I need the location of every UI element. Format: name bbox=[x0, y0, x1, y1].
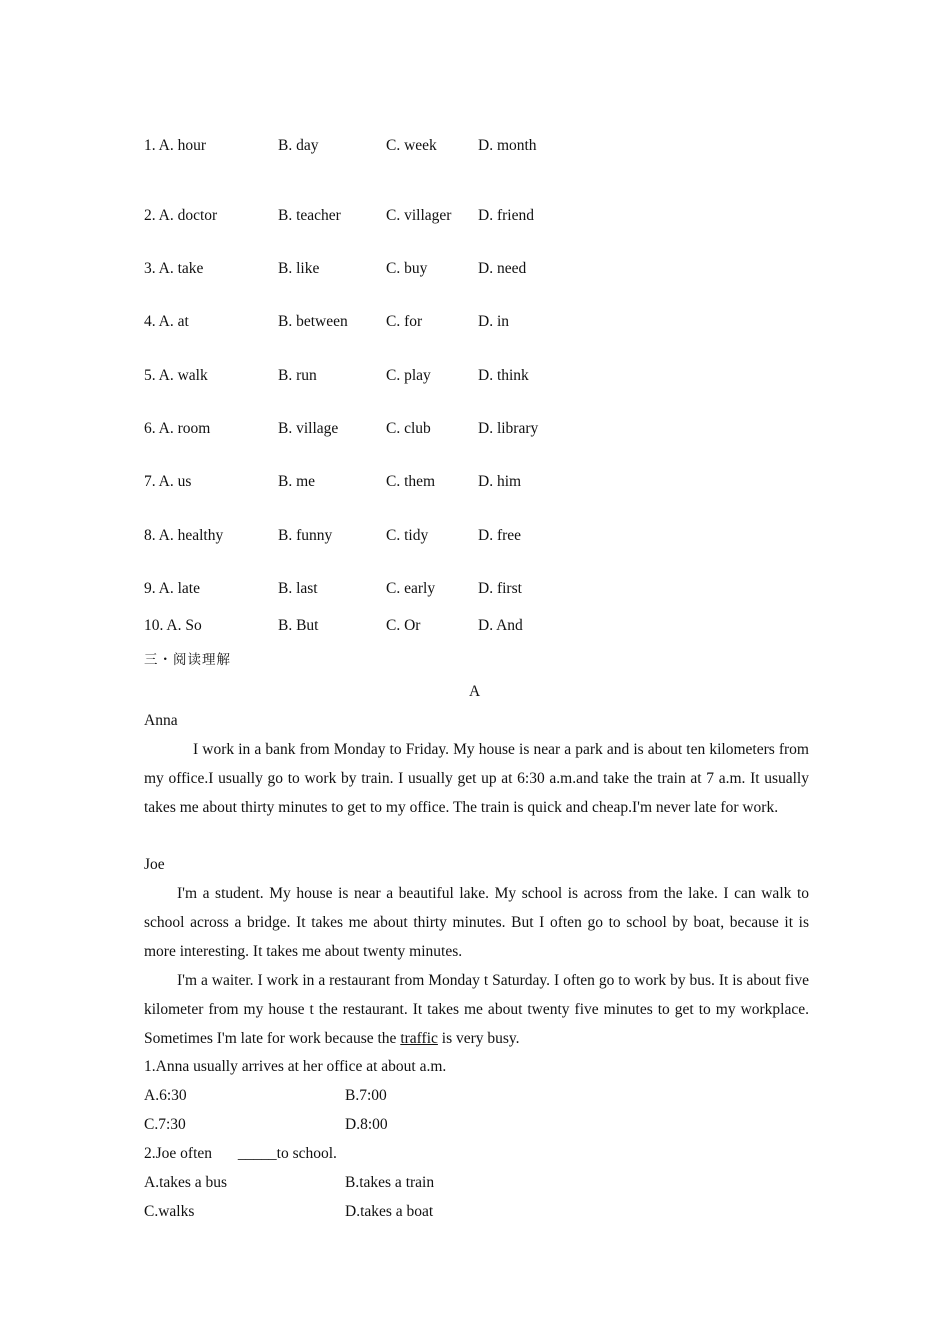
option-b: B. like bbox=[278, 260, 320, 277]
waiter-paragraph bbox=[144, 966, 809, 1053]
option-d: D. in bbox=[478, 313, 509, 330]
question-2-option-d: D.takes a boat bbox=[345, 1203, 434, 1220]
choice-row-10 bbox=[144, 616, 664, 636]
option-b: B. run bbox=[278, 367, 317, 384]
option-d: D. month bbox=[478, 137, 537, 154]
option-b: B. But bbox=[278, 617, 319, 634]
question-2-stem bbox=[144, 1144, 337, 1164]
joe-paragraph bbox=[144, 879, 809, 966]
question-1-option-b: B.7:00 bbox=[345, 1087, 387, 1104]
question-1-option-c: C.7:30 bbox=[144, 1116, 186, 1133]
option-b: B. me bbox=[278, 473, 316, 490]
option-c: C. week bbox=[386, 137, 437, 154]
choice-row-1 bbox=[144, 136, 664, 156]
option-b: B. day bbox=[278, 137, 319, 154]
option-b: B. funny bbox=[278, 527, 333, 544]
passage-label: A bbox=[469, 683, 481, 700]
option-d: D. first bbox=[478, 580, 522, 597]
option-c: C. play bbox=[386, 367, 431, 384]
option-b: B. teacher bbox=[278, 207, 341, 224]
option-a: 6. A. room bbox=[144, 420, 211, 437]
option-a: 10. A. So bbox=[144, 617, 202, 634]
question-1-option-a: A.6:30 bbox=[144, 1087, 187, 1104]
choice-row-9 bbox=[144, 579, 664, 599]
joe-name: Joe bbox=[144, 856, 165, 873]
option-d: D. need bbox=[478, 260, 527, 277]
option-a: 3. A. take bbox=[144, 260, 204, 277]
joe-text: I'm a student. My house is near a beautiful lake. My school is across from the lake. I can walk to school across a bridge. It takes me about thirty minutes. But I often go to school by boat, because it is more interesting. It takes me about twenty minutes. bbox=[144, 885, 809, 960]
choice-row-3 bbox=[144, 259, 664, 279]
option-d: D. library bbox=[478, 420, 539, 437]
question-1-stem: 1.Anna usually arrives at her office at about a.m. bbox=[144, 1058, 447, 1075]
choice-row-6 bbox=[144, 419, 664, 439]
waiter-text-before: I'm a waiter. I work in a restaurant from Monday t Saturday. I often go to work by bus. It is about five kilometer from my house t the restaurant. It takes me about twenty five minutes to get to my workplace. Sometimes I'm late for work because the bbox=[144, 972, 809, 1047]
option-d: D. And bbox=[478, 617, 523, 634]
question-2-blank: _____ bbox=[237, 1145, 277, 1162]
anna-paragraph bbox=[144, 735, 809, 822]
option-a: 8. A. healthy bbox=[144, 527, 224, 544]
option-a: 9. A. late bbox=[144, 580, 200, 597]
option-d: D. him bbox=[478, 473, 522, 490]
option-c: C. villager bbox=[386, 207, 452, 224]
anna-text: I work in a bank from Monday to Friday. My house is near a park and is about ten kilometers from my office.I usually go to work by train. I usually get up at 6:30 a.m.and take the train at 7 a.m. It usually takes me about thirty minutes to get to my office. The train is quick and cheap.I'm never late for work. bbox=[144, 741, 809, 816]
question-2-option-a: A.takes a bus bbox=[144, 1174, 228, 1191]
option-c: C. Or bbox=[386, 617, 421, 634]
option-c: C. buy bbox=[386, 260, 428, 277]
option-c: C. club bbox=[386, 420, 431, 437]
option-c: C. for bbox=[386, 313, 423, 330]
waiter-text-after: is very busy. bbox=[437, 1030, 520, 1047]
option-a: 7. A. us bbox=[144, 473, 192, 490]
option-b: B. between bbox=[278, 313, 348, 330]
question-2-stem-after: to school. bbox=[276, 1145, 337, 1162]
option-d: D. friend bbox=[478, 207, 534, 224]
choice-row-2 bbox=[144, 206, 664, 226]
question-2-stem-before: 2.Joe often bbox=[144, 1145, 216, 1162]
section-title: 三・阅读理解 bbox=[144, 652, 231, 668]
question-1-option-d: D.8:00 bbox=[345, 1116, 388, 1133]
option-a: 4. A. at bbox=[144, 313, 189, 330]
option-d: D. think bbox=[478, 367, 529, 384]
option-a: 5. A. walk bbox=[144, 367, 208, 384]
option-b: B. village bbox=[278, 420, 339, 437]
option-c: C. tidy bbox=[386, 527, 429, 544]
choice-row-4 bbox=[144, 312, 664, 332]
option-c: C. them bbox=[386, 473, 436, 490]
option-a: 2. A. doctor bbox=[144, 207, 218, 224]
underlined-word: traffic bbox=[400, 1030, 438, 1047]
option-b: B. last bbox=[278, 580, 318, 597]
anna-name: Anna bbox=[144, 712, 178, 729]
question-2-option-b: B.takes a train bbox=[345, 1174, 435, 1191]
question-2-option-c: C.walks bbox=[144, 1203, 195, 1220]
choice-row-8 bbox=[144, 526, 664, 546]
option-d: D. free bbox=[478, 527, 522, 544]
option-c: C. early bbox=[386, 580, 436, 597]
choice-row-5 bbox=[144, 366, 664, 386]
option-a: 1. A. hour bbox=[144, 137, 206, 154]
choice-row-7 bbox=[144, 472, 664, 492]
